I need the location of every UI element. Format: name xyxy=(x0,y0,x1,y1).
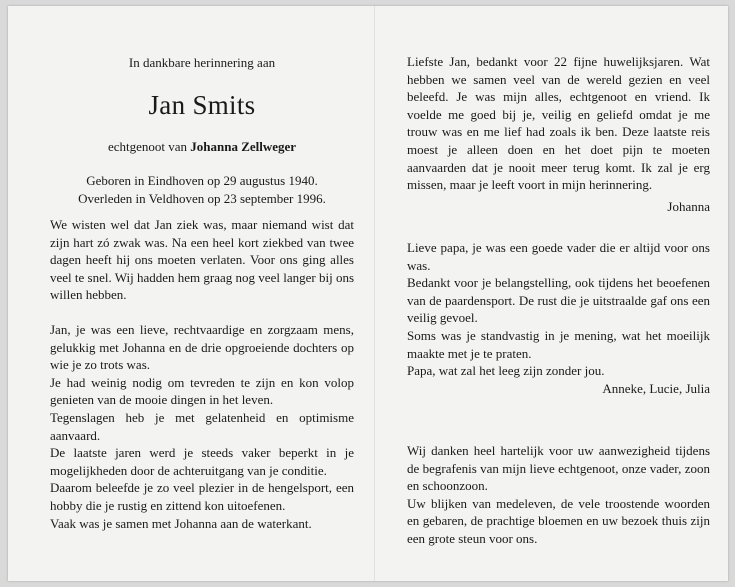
paragraph-text: Tegenslagen heb je met gelatenheid en optimisme aanvaard. xyxy=(50,409,354,443)
paragraph-text: Wij danken heel hartelijk voor uw aanwezigheid tijdens de begrafenis van mijn lieve echtgenoot, onze vader, zoon en schoonzoon. xyxy=(407,443,710,494)
daughters-message xyxy=(407,239,710,397)
paragraph-text: We wisten wel dat Jan ziek was, maar niemand wist dat zijn hart zó zwak was. Na een heel kort ziekbed van twee dagen heeft hij ons moeten verlaten. Voor ons ging alles veel te snel. Wij hadden hem graag nog veel langer bij ons willen hebben. xyxy=(50,217,354,303)
wife-signature: Johanna xyxy=(667,198,710,214)
paragraph-text: Soms was je standvastig in je mening, wat het moeilijk maakte met je te praten. xyxy=(407,327,710,361)
paragraph-text: Je had weinig nodig om tevreden te zijn en kon volop genieten van de mooie dingen in het leven. xyxy=(50,374,354,408)
paragraph-text: Papa, wat zal het leeg zijn zonder jou. xyxy=(407,363,605,379)
deceased-name: Jan Smits xyxy=(148,90,256,120)
paragraph-text: De laatste jaren werd je steeds vaker beperkt in je mogelijkheden door de achteruitgang van je conditie. xyxy=(50,445,354,478)
spouse-line xyxy=(50,139,354,155)
wife-message xyxy=(407,53,710,215)
card-fold xyxy=(374,6,375,581)
spouse-prefix: echtgenoot van xyxy=(107,139,187,154)
paragraph-text: Bedankt voor je belangstelling, ook tijdens het beoefenen van de paardensport. De rust die je uitstraalde gaf ons een veilig gevoel. xyxy=(407,275,710,326)
daughters-signature: Anneke, Lucie, Julia xyxy=(602,380,710,396)
paragraph-text: Jan, je was een lieve, rechtvaardige en zorgzaam mens, gelukkig met Johanna en de drie opgroeiende dochters op wie je zo trots was. xyxy=(50,322,354,373)
spouse-name: Johanna Zellweger xyxy=(190,139,297,154)
left-paragraph-1 xyxy=(50,216,354,304)
paragraph-text: Daarom beleefde je zo veel plezier in de hengelsport, een hobby die je rustig en zittend kon uitoefenen. xyxy=(50,480,354,513)
thanks-message xyxy=(407,442,710,548)
life-dates xyxy=(50,172,354,207)
left-paragraphs xyxy=(50,321,354,532)
paragraph-text: Lieve papa, je was een goede vader die er altijd voor ons was. xyxy=(407,240,710,273)
birth-line: Geboren in Eindhoven op 29 augustus 1940. xyxy=(86,173,318,188)
intro-line: In dankbare herinnering aan xyxy=(128,55,276,70)
paragraph-text: Uw blijken van medeleven, de vele troostende woorden en gebaren, de prachtige bloemen en uw bezoek thuis zijn een grote steun voor ons. xyxy=(407,495,710,546)
death-line: Overleden in Veldhoven op 23 september 1996. xyxy=(78,190,326,206)
paragraph-text: Liefste Jan, bedankt voor 22 fijne huwelijksjaren. Wat hebben we samen veel van de wereld gezien en veel beleefd. Je was mijn alles, echtgenoot en vriend. Ik voelde me goed bij je, veilig en geliefd omdat je me trouw was en me lief had zoals ik ben. Deze laatste reis moest je alleen doen en het doet pijn te moeten aanvaarden dat je nooit meer terug komt. Ik zal je erg missen, maar je leeft voort in mijn herinnering. xyxy=(407,54,710,193)
paragraph-text: Vaak was je samen met Johanna aan de waterkant. xyxy=(50,515,312,531)
